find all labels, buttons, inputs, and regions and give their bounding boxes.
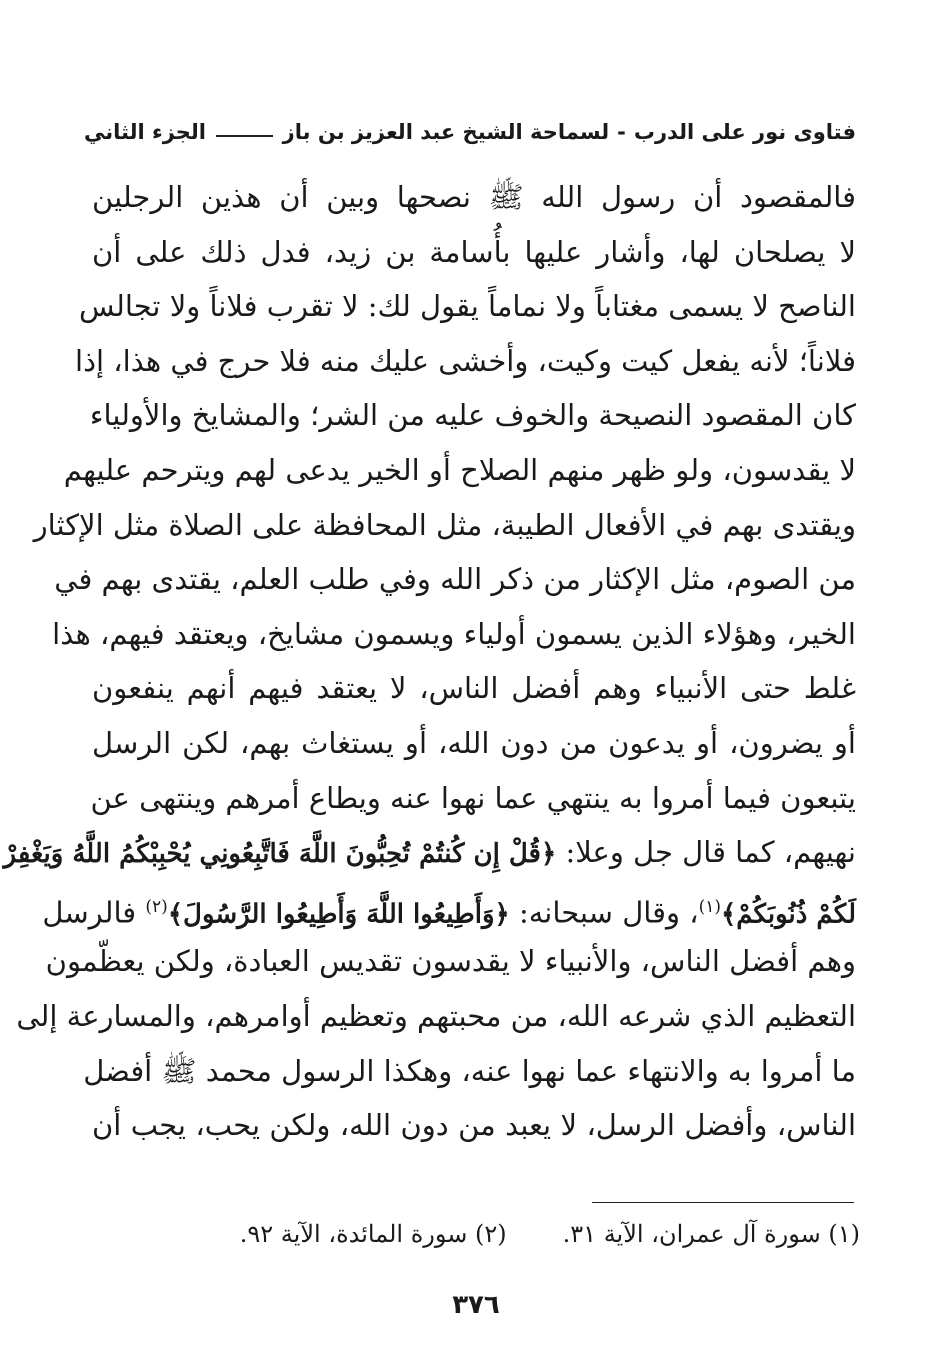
footnotes	[180, 1214, 860, 1254]
header-dash: -	[617, 120, 626, 144]
running-header	[84, 110, 856, 154]
footnote-separator	[592, 1202, 854, 1203]
footnote-ref-1: (١)	[698, 896, 721, 917]
text-line: الناس، وأفضل الرسل، لا يعبد من دون الله، ولكن يحب، يجب أن	[92, 1108, 856, 1143]
text-line: ويقتدى بهم في الأفعال الطيبة، مثل المحافظة على الصلاة مثل الإكثار	[33, 507, 856, 542]
text-line-quran-2	[42, 880, 856, 935]
page-number: ٣٧٦	[452, 1290, 500, 1320]
text-line: يتبعون فيما أمروا به ينتهي عما نهوا عنه ويطاع أمرهم وينتهى عن	[90, 780, 856, 815]
volume-label: الجزء الثاني	[84, 120, 207, 144]
quran-verse-2: ﴿وَأَطِيعُوا اللَّهَ وَأَطِيعُوا الرَّسُولَ﴾	[167, 899, 510, 930]
text-line: التعظيم الذي شرعه الله، من محبتهم وتعظيم أوامرهم، والمسارعة إلى	[16, 998, 856, 1033]
book-title: فتاوى نور على الدرب	[633, 120, 856, 144]
text-line: غلط حتى الأنبياء وهم أفضل الناس، لا يعتقد فيهم أنهم ينفعون	[92, 671, 856, 706]
footnote-2: (٢) سورة المائدة، الآية ٩٢.	[239, 1220, 507, 1248]
quran-verse-1-part1: ﴿قُلْ إِن كُنتُمْ تُحِبُّونَ اللَّهَ فَاتَّبِعُونِي يُحْبِبْكُمُ اللَّهُ وَيَغْفِرْ	[3, 839, 557, 870]
line-mid: ، وقال سبحانه:	[509, 895, 699, 930]
text-line: فالمقصود أن رسول الله ﷺ نصحها وبين أن هذين الرجلين	[92, 180, 856, 214]
footnote-ref-2: (٢)	[145, 896, 168, 917]
footnote-1: (١) سورة آل عمران، الآية ٣١.	[562, 1220, 860, 1248]
text-line: من الصوم، مثل الإكثار من ذكر الله وفي طلب العلم، يقتدى بهم في	[54, 562, 856, 597]
text-line-quran-1	[3, 825, 856, 880]
text-line: لا يقدسون، ولو ظهر منهم الصلاح أو الخير يدعى لهم ويترحم عليهم	[63, 452, 856, 487]
fatwa-body	[3, 170, 856, 1150]
text-line: ما أمروا به والانتهاء عما نهوا عنه، وهكذا الرسول محمد ﷺ أفضل	[83, 1053, 856, 1088]
author-name: لسماحة الشيخ عبد العزيز بن باز	[282, 120, 610, 144]
quran-verse-1-part2: لَكُمْ ذُنُوبَكُمْ﴾	[720, 899, 856, 930]
header-rule	[216, 135, 273, 137]
text-line: أو يضرون، أو يدعون من دون الله، أو يستغاث بهم، لكن الرسل	[92, 725, 856, 760]
line-end: فالرسل	[42, 895, 146, 930]
line-prefix: نهيهم، كما قال جل وعلا:	[556, 835, 856, 870]
text-line: لا يصلحان لها، وأشار عليها بأُسامة بن زيد، فدل ذلك على أن	[92, 234, 856, 269]
text-line: فلاناً؛ لأنه يفعل كيت وكيت، وأخشى عليك منه فلا حرج في هذا، إذا	[75, 343, 856, 378]
text-line: وهم أفضل الناس، والأنبياء لا يقدسون تقديس العبادة، ولكن يعظّمون	[45, 944, 856, 979]
text-line: كان المقصود النصيحة والخوف عليه من الشر؛ والمشايخ والأولياء	[89, 398, 856, 433]
text-line: الخير، وهؤلاء الذين يسمون أولياء ويسمون مشايخ، ويعتقد فيهم، هذا	[52, 616, 856, 651]
text-line: الناصح لا يسمى مغتاباً ولا نماماً يقول لك: لا تقرب فلاناً ولا تجالس	[79, 289, 856, 324]
